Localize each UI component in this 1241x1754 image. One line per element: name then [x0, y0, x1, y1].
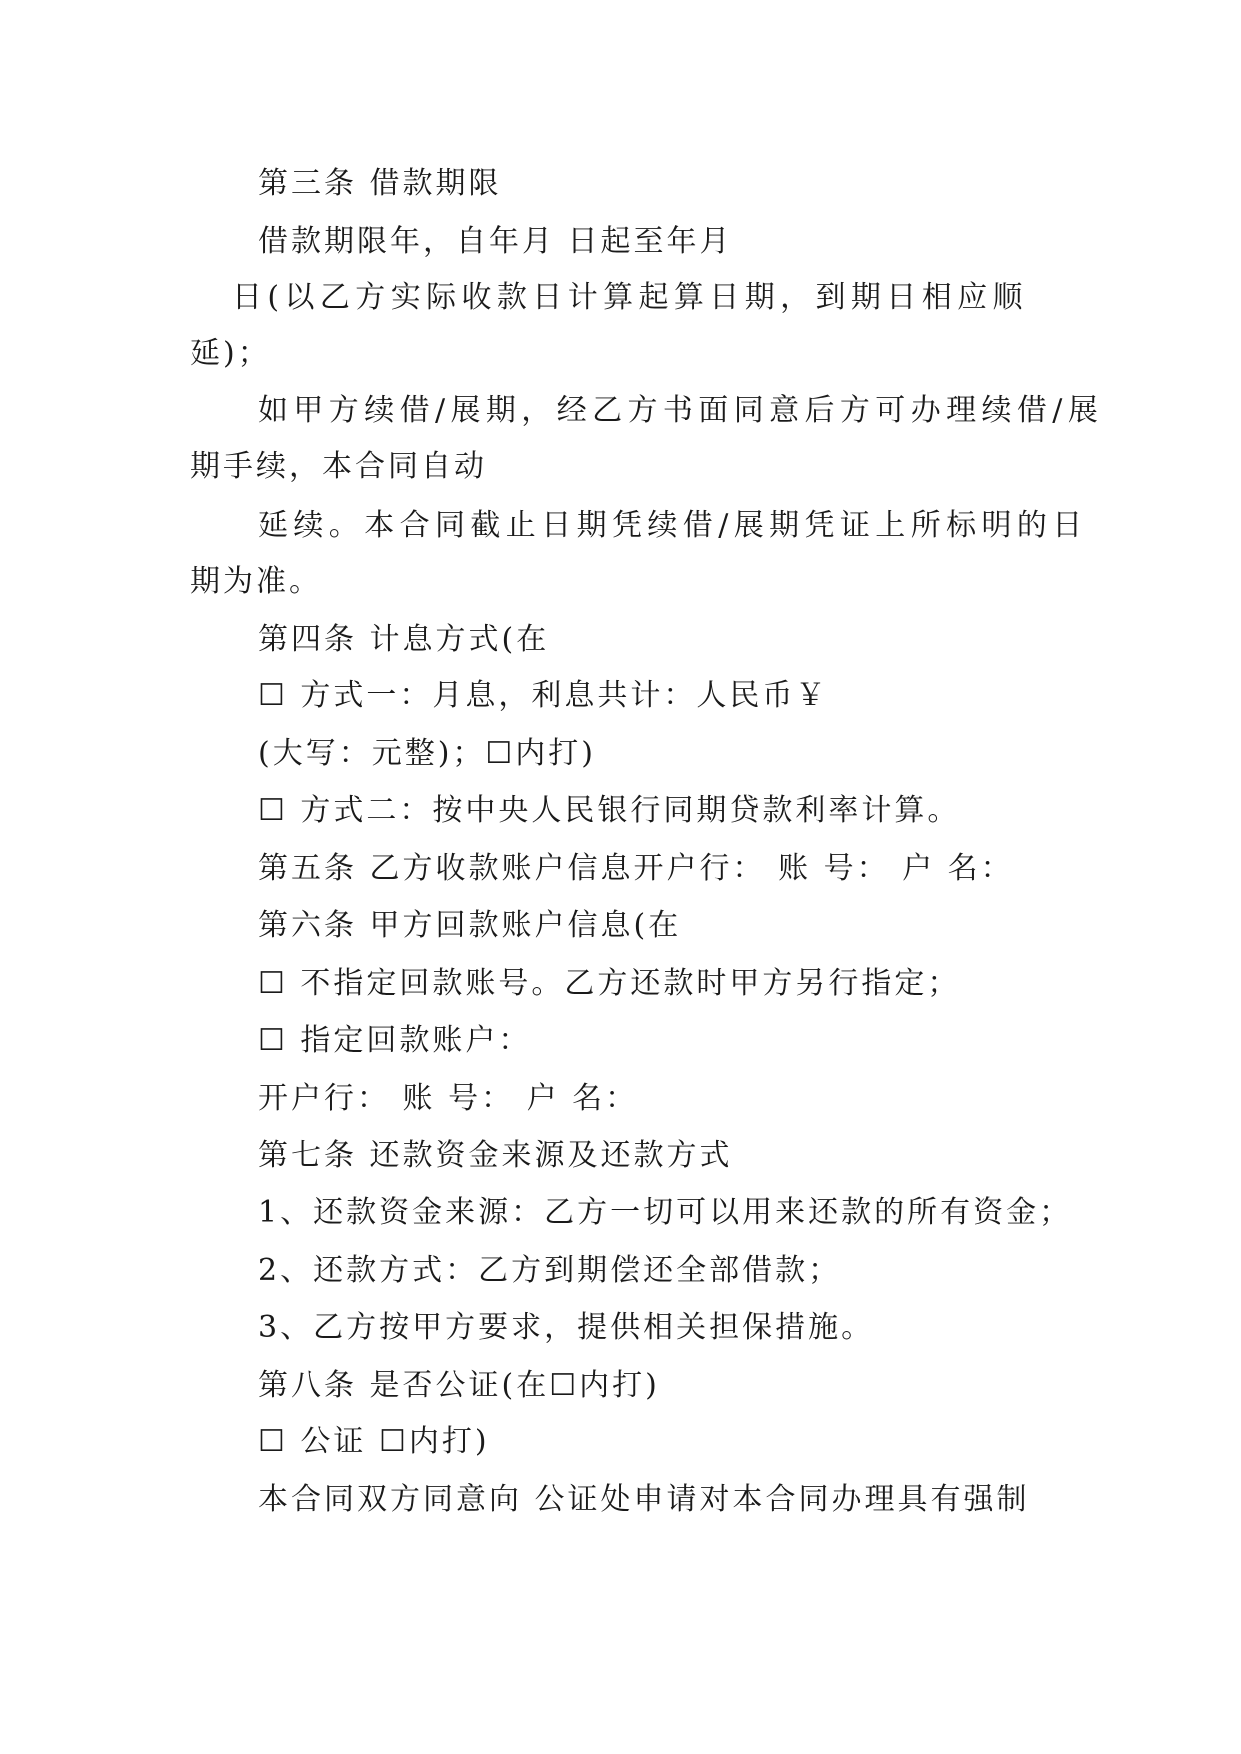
- numbered-item: 2、还款方式：乙方到期偿还全部借款；: [258, 1253, 842, 1288]
- numbered-item: 3、乙方按甲方要求，提供相关担保措施。: [258, 1310, 875, 1345]
- paragraph-line: 延续。本合同截止日期凭续借/展期凭证上所标明的日: [258, 508, 1088, 543]
- paragraph-line: 期为准。: [190, 564, 322, 599]
- checkbox-option-line: ☐ 指定回款账户：: [258, 1023, 532, 1058]
- checkbox-option-line: ☐ 方式一：月息，利息共计：人民币￥: [258, 678, 829, 713]
- checkbox-option-line: ☐ 方式二：按中央人民银行同期贷款利率计算。: [258, 793, 961, 828]
- article-3-heading: 第三条 借款期限: [258, 166, 502, 201]
- paragraph-line: 借款期限年，自年月 日起至年月: [258, 224, 733, 259]
- paragraph-line: (大写：元整)；☐内打): [258, 736, 597, 771]
- paragraph-line: 日(以乙方实际收款日计算起算日期，到期日相应顺: [232, 280, 1028, 315]
- checkbox-option-line: ☐ 不指定回款账号。乙方还款时甲方另行指定；: [258, 966, 961, 1001]
- paragraph-line: 如甲方续借/展期，经乙方书面同意后方可办理续借/展: [258, 393, 1104, 428]
- checkbox-option-line: ☐ 公证 ☐内打): [258, 1424, 490, 1459]
- article-7-heading: 第七条 还款资金来源及还款方式: [258, 1138, 733, 1173]
- paragraph-line: 延)；: [190, 336, 271, 371]
- article-4-heading: 第四条 计息方式(在: [258, 622, 550, 657]
- article-6-heading: 第六条 甲方回款账户信息(在: [258, 908, 682, 943]
- paragraph-line: 本合同双方同意向 公证处申请对本合同办理具有强制: [258, 1482, 1030, 1517]
- numbered-item: 1、还款资金来源：乙方一切可以用来还款的所有资金；: [258, 1195, 1073, 1230]
- article-8-heading: 第八条 是否公证(在☐内打): [258, 1368, 660, 1403]
- paragraph-line: 期手续，本合同自动: [190, 449, 487, 484]
- article-5-heading: 第五条 乙方收款账户信息开户行： 账 号： 户 名：: [258, 851, 1014, 886]
- paragraph-line: 开户行： 账 号： 户 名：: [258, 1081, 639, 1116]
